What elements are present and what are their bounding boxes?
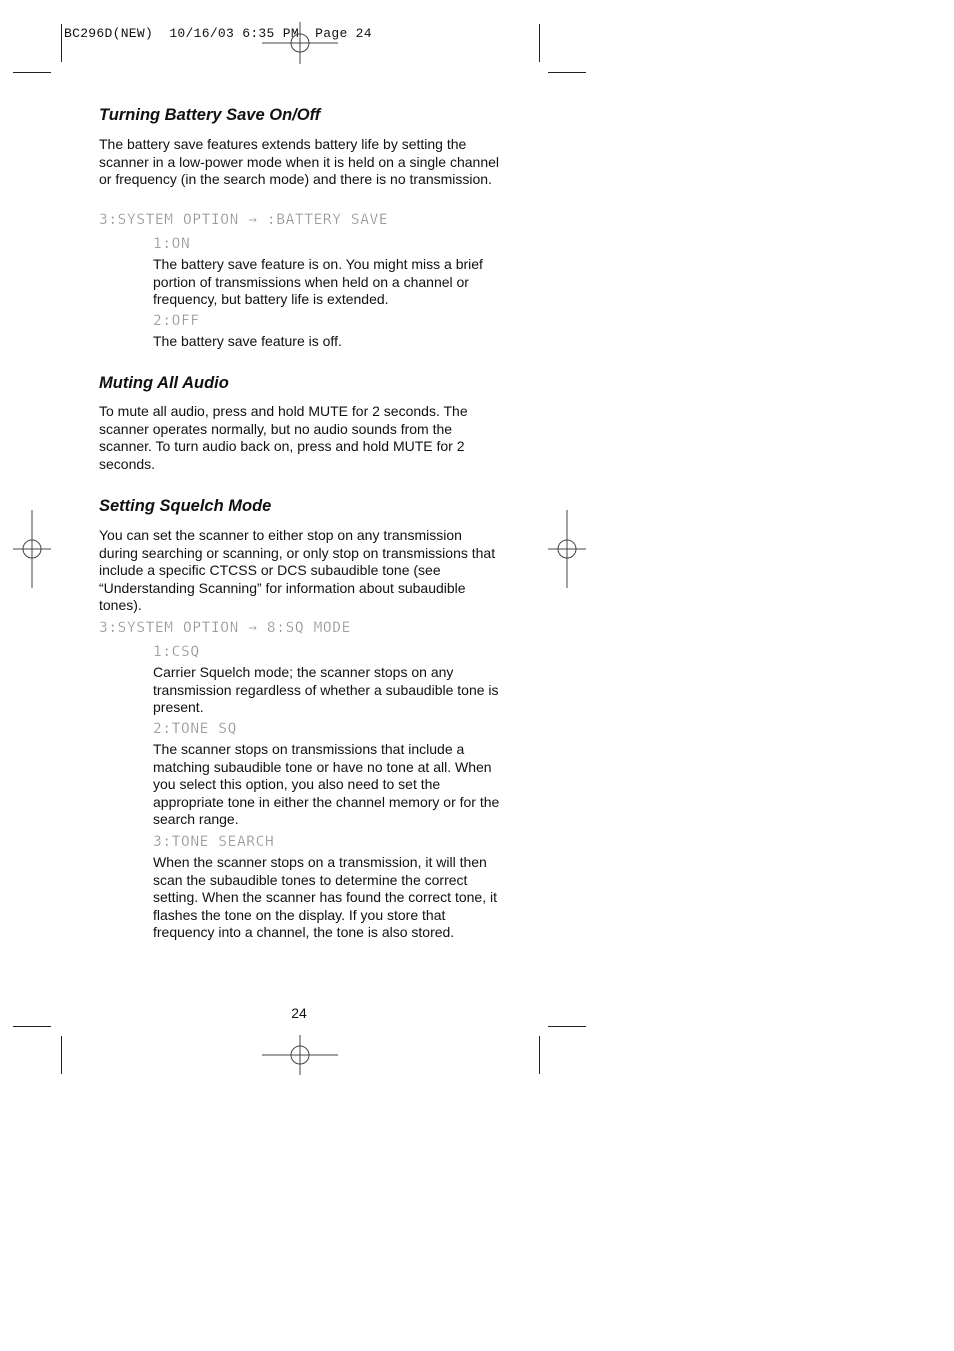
squelch-heading: Setting Squelch Mode — [99, 497, 272, 515]
crop-mark — [13, 1026, 51, 1027]
option-code: 2:TONE SQ — [153, 721, 237, 737]
battery-menu-path: 3:SYSTEM OPTION → :BATTERY SAVE — [99, 212, 389, 228]
crop-mark — [61, 24, 62, 62]
option-description: The scanner stops on transmissions that include a matching subaudible tone or have no tone at all. When you select this option, you also need to set the appropriate tone in either the channel memory or for the search range. — [153, 741, 500, 828]
battery-save-intro: The battery save features extends battery life by setting the scanner in a low-power mode when it is held on a single channel or frequency (in the search mode) and there is no transmission. — [99, 136, 500, 188]
muting-body: To mute all audio, press and hold MUTE for 2 seconds. The scanner operates normally, but no audio sounds from the scanner. To turn audio back on, press and hold MUTE for 2 seconds. — [99, 403, 468, 472]
crop-mark — [61, 1036, 62, 1074]
registration-mark-icon — [13, 510, 51, 588]
crop-mark — [13, 72, 51, 73]
option-description: The battery save feature is on. You might miss a brief portion of transmissions when held on a channel or frequency, but battery life is extended. — [153, 256, 483, 308]
squelch-menu-path: 3:SYSTEM OPTION → 8:SQ MODE — [99, 620, 351, 636]
option-code: 3:TONE SEARCH — [153, 834, 275, 850]
squelch-intro: You can set the scanner to either stop on any transmission during searching or scanning, or only stop on transmissions that include a specific CTCSS or DCS subaudible tone (see “Understanding Scanning” for information about subaudible tones). — [99, 527, 496, 614]
option-description: Carrier Squelch mode; the scanner stops on any transmission regardless of whether a subaudible tone is present. — [153, 664, 499, 716]
crop-mark — [539, 24, 540, 62]
registration-mark-icon — [262, 22, 338, 64]
page-number: 24 — [291, 1005, 307, 1021]
crop-mark — [548, 72, 586, 73]
option-description: The battery save feature is off. — [153, 333, 342, 349]
option-description: When the scanner stops on a transmission, it will then scan the subaudible tones to determine the correct setting. When the scanner has found the correct tone, it flashes the tone on the display. If you store that frequency into a channel, the tone is also stored. — [153, 854, 497, 941]
option-code: 2:OFF — [153, 313, 200, 329]
registration-mark-icon — [548, 510, 586, 588]
crop-mark — [539, 1036, 540, 1074]
option-code: 1:ON — [153, 236, 191, 252]
registration-mark-icon — [262, 1035, 338, 1075]
muting-heading: Muting All Audio — [99, 374, 229, 392]
battery-save-heading: Turning Battery Save On/Off — [99, 106, 321, 124]
crop-mark — [548, 1026, 586, 1027]
option-code: 1:CSQ — [153, 644, 200, 660]
print-slug: BC296D(NEW) 10/16/03 6:35 PM Page 24 — [64, 26, 372, 41]
